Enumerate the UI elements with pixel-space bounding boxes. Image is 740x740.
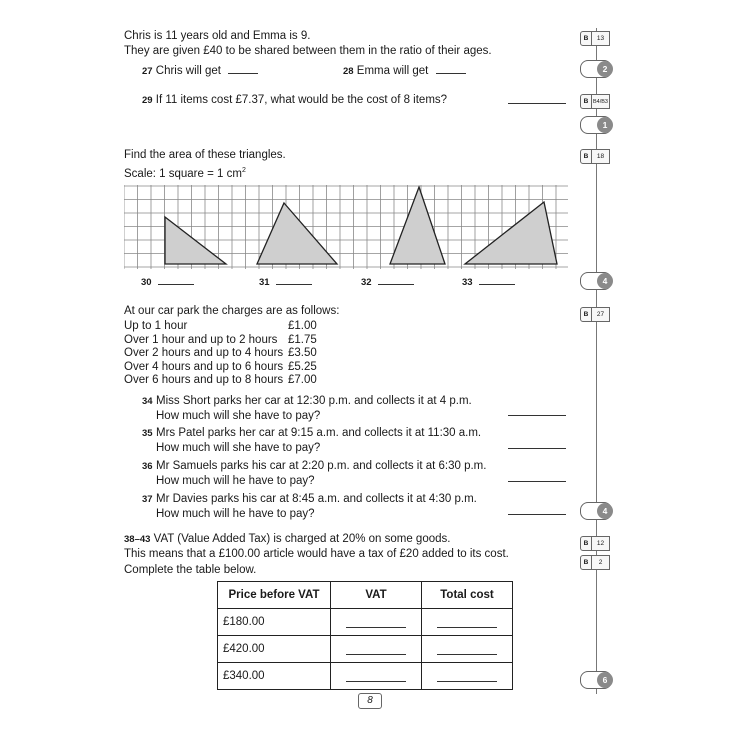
question-text: Chris will get — [155, 65, 221, 77]
tab-ref: B4/B3 — [593, 98, 608, 105]
vat-intro-line1 — [124, 533, 450, 545]
answer-line[interactable] — [436, 72, 466, 74]
question-text: Miss Short parks her car at 12:30 p.m. and collects it at 4 p.m. — [156, 395, 472, 407]
triangle-grid — [124, 185, 568, 269]
book-icon: B — [581, 150, 592, 163]
price-cell: £180.00 — [218, 609, 331, 636]
tab-ref: 13 — [596, 35, 605, 42]
question-35 — [142, 426, 481, 455]
rate-price: £1.00 — [288, 320, 317, 332]
rate-row — [124, 347, 317, 361]
total-cell[interactable] — [422, 609, 513, 636]
rate-row — [124, 374, 317, 388]
book-tab — [580, 94, 610, 109]
triangle-30 — [165, 217, 226, 264]
vat-cell[interactable] — [331, 663, 422, 690]
question-number: 30 — [141, 277, 152, 288]
answer-line[interactable] — [228, 72, 258, 74]
page-number: 8 — [358, 693, 382, 709]
answer-line-36[interactable] — [508, 481, 566, 482]
book-icon: B — [581, 95, 592, 108]
question-text-2: How much will he have to pay? — [156, 475, 315, 487]
rate-label: Over 6 hours and up to 8 hours — [124, 374, 284, 386]
answer-line-34[interactable] — [508, 415, 566, 416]
book-tab — [580, 149, 610, 164]
table-row — [218, 609, 513, 636]
scale-text: Scale: 1 square = 1 cm — [124, 167, 242, 180]
rate-price: £7.00 — [288, 374, 317, 386]
question-number: 35 — [142, 428, 153, 439]
carpark-title: At our car park the charges are as follows: — [124, 305, 340, 317]
table-row — [218, 663, 513, 690]
total-cell[interactable] — [422, 636, 513, 663]
score-box[interactable] — [580, 116, 614, 132]
score-box[interactable] — [580, 671, 614, 687]
tab-ref: 27 — [596, 311, 605, 318]
question-text: Emma will get — [356, 65, 429, 77]
triangle-31 — [257, 203, 337, 264]
scale-sup: 2 — [241, 167, 246, 174]
answer-line-37[interactable] — [508, 514, 566, 515]
answer-line[interactable] — [479, 283, 515, 285]
question-36 — [142, 459, 486, 488]
ratio-intro-line2: They are given £40 to be shared between them in the ratio of their ages. — [124, 45, 492, 57]
triangle-32 — [390, 187, 445, 264]
book-tab — [580, 31, 610, 46]
tab-ref: 2 — [598, 559, 603, 566]
question-number: 31 — [259, 277, 270, 288]
question-28 — [343, 65, 466, 77]
question-27 — [142, 65, 258, 77]
price-cell: £420.00 — [218, 636, 331, 663]
question-text: Mr Davies parks his car at 8:45 a.m. and collects it at 4:30 p.m. — [156, 493, 477, 505]
rate-label: Over 4 hours and up to 6 hours — [124, 360, 284, 373]
table-row — [218, 636, 513, 663]
question-text-2: How much will she have to pay? — [156, 442, 321, 454]
rate-price: £1.75 — [288, 333, 317, 346]
price-cell: £340.00 — [218, 663, 331, 690]
vat-intro-line3: Complete the table below. — [124, 564, 257, 576]
tab-ref: 18 — [596, 153, 605, 160]
question-number: 37 — [142, 494, 153, 505]
answer-32 — [361, 276, 414, 288]
rate-price: £3.50 — [288, 347, 317, 359]
book-tab — [580, 307, 610, 322]
rate-label: Over 1 hour and up to 2 hours — [124, 333, 278, 346]
question-number: 28 — [343, 66, 354, 77]
vat-cell[interactable] — [331, 609, 422, 636]
question-text: Mr Samuels parks his car at 2:20 p.m. and collects it at 6:30 p.m. — [156, 460, 487, 472]
score-total: 4 — [597, 273, 613, 289]
answer-line[interactable] — [378, 283, 414, 285]
answer-30 — [141, 276, 194, 288]
answer-line-35[interactable] — [508, 448, 566, 449]
question-text-2: How much will he have to pay? — [156, 508, 315, 520]
carpark-rates — [124, 320, 317, 388]
rate-row — [124, 361, 317, 375]
header-price: Price before VAT — [218, 582, 331, 609]
book-icon: B — [581, 556, 592, 569]
score-box[interactable] — [580, 60, 614, 76]
rate-row — [124, 320, 317, 334]
scale-label — [124, 167, 246, 180]
score-total: 1 — [597, 117, 613, 133]
question-29 — [142, 94, 447, 106]
answer-line[interactable] — [158, 283, 194, 285]
book-icon: B — [581, 32, 592, 45]
rate-label: Over 2 hours and up to 4 hours — [124, 347, 284, 359]
triangles-title: Find the area of these triangles. — [124, 149, 286, 161]
vat-table — [217, 581, 513, 690]
score-box[interactable] — [580, 502, 614, 518]
triangle-33 — [465, 202, 557, 264]
question-34 — [142, 394, 472, 423]
question-number: 29 — [142, 95, 153, 106]
ratio-intro-line1: Chris is 11 years old and Emma is 9. — [124, 30, 311, 42]
question-number: 32 — [361, 277, 372, 288]
question-text-2: How much will she have to pay? — [156, 410, 321, 422]
header-vat: VAT — [331, 582, 422, 609]
score-box[interactable] — [580, 272, 614, 288]
question-number: 38–43 — [124, 534, 151, 545]
answer-line-29[interactable] — [508, 103, 566, 104]
score-total: 2 — [597, 61, 613, 77]
rate-price: £5.25 — [288, 360, 317, 373]
answer-line[interactable] — [276, 283, 312, 285]
header-total: Total cost — [422, 582, 513, 609]
vat-cell[interactable] — [331, 636, 422, 663]
score-total: 6 — [597, 672, 613, 688]
vat-text: VAT (Value Added Tax) is charged at 20% on some goods. — [153, 533, 451, 545]
question-number: 36 — [142, 461, 153, 472]
question-number: 27 — [142, 66, 153, 77]
rate-label: Up to 1 hour — [124, 320, 188, 332]
score-total: 4 — [597, 503, 613, 519]
book-icon: B — [581, 308, 592, 321]
book-tab — [580, 536, 610, 551]
question-text: Mrs Patel parks her car at 9:15 a.m. and collects it at 11:30 a.m. — [156, 427, 482, 439]
question-number: 33 — [462, 277, 473, 288]
question-number: 34 — [142, 396, 153, 407]
question-37 — [142, 492, 477, 521]
total-cell[interactable] — [422, 663, 513, 690]
table-header-row — [218, 582, 513, 609]
answer-33 — [462, 276, 515, 288]
question-text: If 11 items cost £7.37, what would be the cost of 8 items? — [155, 94, 448, 106]
vat-intro-line2: This means that a £100.00 article would have a tax of £20 added to its cost. — [124, 548, 509, 560]
tab-ref: 12 — [596, 540, 605, 547]
book-tab — [580, 555, 610, 570]
answer-31 — [259, 276, 312, 288]
book-icon: B — [581, 537, 592, 550]
rate-row — [124, 334, 317, 348]
